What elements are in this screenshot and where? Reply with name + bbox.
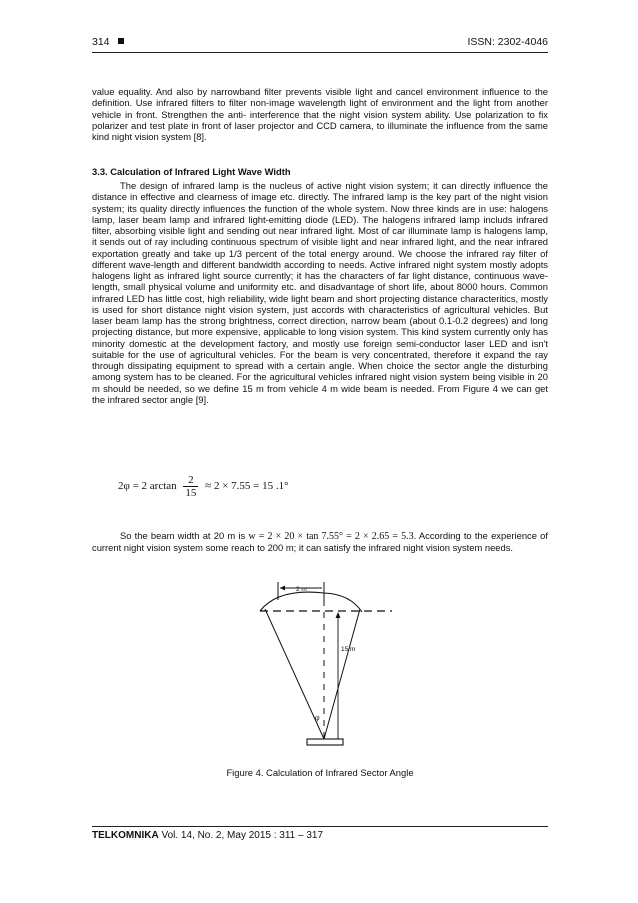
paragraph-1: value equality. And also by narrowband filter prevents visible light and cancel environment influence to the definition. Use infrared filters to filter non-image wavelength light of environment and the light from another vehicle in front. Strengthen the anti- interference that the night vision system ability. Use polarization to fix polarizer and test plate in front of laser projector and CCD camera, to illuminate the influence from the same kind night vision system [8]. <box>92 86 548 142</box>
beam-width-formula: w = 2 × 20 × tan 7.55° = 2 × 2.65 = 5.3 <box>248 531 414 542</box>
equation-lhs: 2φ = 2 arctan <box>118 480 177 493</box>
figure-caption: Figure 4. Calculation of Infrared Sector Angle <box>226 767 414 778</box>
figure-sector-angle-diagram <box>244 578 394 754</box>
label-distance: 15 m <box>341 646 356 653</box>
paragraph-3 <box>92 530 548 554</box>
page-number: 314 <box>92 36 124 48</box>
label-angle: φ <box>315 713 320 722</box>
square-bullet-icon <box>118 38 124 44</box>
paragraph-3-before: So the beam width at 20 m is <box>120 530 249 541</box>
sector-right-line <box>324 609 360 739</box>
issn: ISSN: 2302-4046 <box>467 36 548 48</box>
label-width: 2 m <box>296 586 307 593</box>
width-arrow-head <box>280 586 285 591</box>
equation-rhs: ≈ 2 × 7.55 = 15 .1° <box>205 480 289 493</box>
journal-details: Vol. 14, No. 2, May 2015 : 311 – 317 <box>158 830 324 841</box>
distance-arrow-head <box>336 612 341 618</box>
beam-arc <box>260 592 362 612</box>
paragraph-2: The design of infrared lamp is the nucleus of active night vision system; it can directly influence the distance in effective and clearness of image etc. directly. The infrared lamp is the key part of the night vision system; its quality directly influences the function of the whole system. Now three kinds are in use: halogens lamp, laser beam lamp and infrared light-emitting diode (LED). The halogens infrared lamp includs infrared filter, absorbing visible light and sending out near infrared light. Most of car illuminate lamp is halogens lamp, it sends out of ray including continuous spectrum of visible light and near infrared light, and the near infrared exportation greatly and take up 1/3 percent of the total energy around. We choose the infrared ray filter of different wave-length and different bandwidth according to needs. Active infrared night system mostly adopts halogens light as infrared light source currently; it has the characters of far light distance, continuous wave-length, small physical volume and uniformity etc. and disadvantage of short life, about 8000 hours. Common infrared LED has little cost, high reliability, wide light beam and short projecting distance characteritics, mostly is used for short distance night vision system, just accords with characteristics of agricultural vehicles. But laser beam lamp has the strong brightness, correct direction, narrow beam (about 0.1-0.2 degrees) and long projecting distance, but more expensive, applicable to long vision system. This kind system currently only has minority domestic at the development factory, and mostly use foreign semi-conductor laser LED and isn't suitable for the use of agricultural vehicles. For the beam is very concentrated, therefore it expand the ray through dissipating equipment to spread with a certain angle. When choice the sector angle the disturbing among system has to be cleaned. For the agricultural vehicles infrared night vision system being visible in 20 m should be needed, so we define 15 m from vehicle 4 m wide beam is needed. From Figure 4 we can get the infrared sector angle [9]. <box>92 180 548 405</box>
page-header <box>92 36 548 53</box>
equation-fraction <box>183 474 198 499</box>
equation-denominator: 15 <box>185 487 197 499</box>
equation-sector-angle <box>118 474 289 499</box>
section-heading: 3.3. Calculation of Infrared Light Wave Width <box>92 166 291 177</box>
equation-numerator: 2 <box>183 474 198 487</box>
paragraph-3-after: . According to the experience of current night vision system some reach to 200 m; it can satisfy the infrared night vision system needs. <box>92 530 548 554</box>
journal-name: TELKOMNIKA <box>92 830 159 841</box>
page-footer <box>92 826 548 841</box>
lamp-base <box>307 739 343 745</box>
